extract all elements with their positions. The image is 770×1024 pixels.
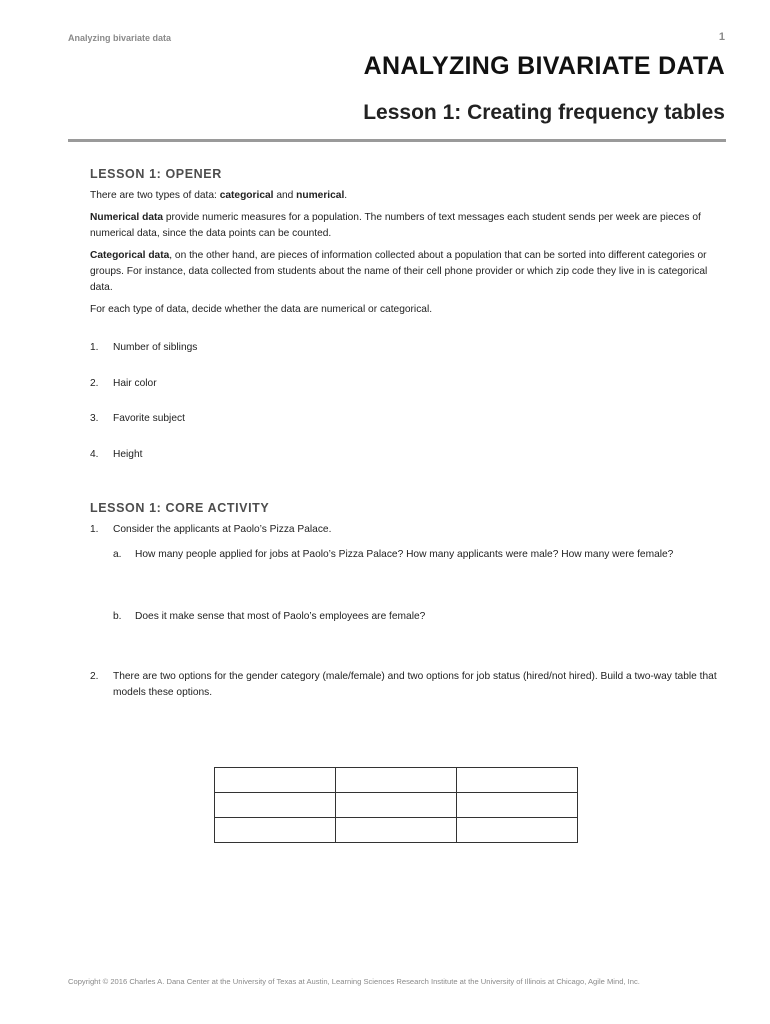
categorical-term: Categorical data bbox=[90, 250, 170, 261]
table-cell[interactable] bbox=[215, 793, 336, 818]
item-number: 1. bbox=[90, 342, 99, 353]
question-1 bbox=[90, 522, 720, 538]
item-text: Number of siblings bbox=[113, 342, 198, 353]
numerical-term: Numerical data bbox=[90, 212, 164, 223]
question-number: 1. bbox=[90, 524, 99, 535]
intro-and: and bbox=[273, 190, 297, 201]
intro-prefix: There are two types of data: bbox=[90, 190, 220, 201]
subquestion-text: Does it make sense that most of Paolo’s employees are female? bbox=[135, 611, 426, 622]
table-cell[interactable] bbox=[336, 818, 457, 843]
item-text: Hair color bbox=[113, 377, 157, 389]
table-cell[interactable] bbox=[336, 793, 457, 818]
subquestion-text: How many people applied for jobs at Paolo’s Pizza Palace? How many applicants were male? How many were female? bbox=[135, 549, 674, 560]
two-way-table bbox=[214, 767, 578, 843]
item-number: 2. bbox=[90, 377, 99, 389]
item-text: Favorite subject bbox=[113, 413, 185, 424]
intro-suffix: . bbox=[344, 190, 348, 201]
opener-instruction: For each type of data, decide whether the data are numerical or categorical. bbox=[90, 304, 433, 315]
list-item bbox=[90, 411, 720, 447]
categorical-text: , on the other hand, are pieces of information collected about a population that can be sorted into different categories or groups. For instance, data collected from students about the name of their cell phone provider or which zip code they live in is categorical data. bbox=[90, 250, 708, 293]
running-header: Analyzing bivariate data bbox=[68, 33, 172, 43]
core-activity-section bbox=[90, 500, 720, 701]
table-cell[interactable] bbox=[215, 768, 336, 793]
numerical-definition bbox=[90, 210, 720, 242]
item-number: 3. bbox=[90, 413, 99, 424]
table-row bbox=[215, 793, 578, 818]
question-text: Consider the applicants at Paolo’s Pizza Palace. bbox=[113, 524, 332, 535]
table-row bbox=[215, 818, 578, 843]
table-cell[interactable] bbox=[457, 793, 578, 818]
list-item bbox=[90, 376, 720, 412]
term-categorical: categorical bbox=[219, 190, 274, 201]
table-cell[interactable] bbox=[215, 818, 336, 843]
question-2 bbox=[90, 669, 720, 701]
table-cell[interactable] bbox=[457, 768, 578, 793]
title-divider bbox=[68, 139, 726, 142]
core-heading: LESSON 1: CORE ACTIVITY bbox=[90, 501, 270, 515]
table-cell[interactable] bbox=[457, 818, 578, 843]
opener-heading: LESSON 1: OPENER bbox=[90, 167, 222, 181]
numerical-text: provide numeric measures for a population. The numbers of text messages each student sends per week are pieces of numerical data, since the data points can be counted. bbox=[90, 212, 701, 239]
categorical-definition bbox=[90, 248, 720, 296]
opener-intro bbox=[90, 188, 720, 204]
table-cell[interactable] bbox=[336, 768, 457, 793]
document-title: ANALYZING BIVARIATE DATA bbox=[363, 52, 725, 80]
copyright-footer: Copyright © 2016 Charles A. Dana Center at the University of Texas at Austin, Learning Sciences Research Institute at the University of Illinois at Chicago, Agile Mind, Inc. bbox=[68, 977, 640, 986]
table-row bbox=[215, 768, 578, 793]
opener-question-list bbox=[90, 340, 720, 482]
term-numerical: numerical bbox=[296, 190, 345, 201]
question-1a bbox=[113, 547, 720, 563]
subquestion-letter: b. bbox=[113, 611, 122, 622]
opener-section bbox=[90, 166, 720, 482]
question-1b bbox=[113, 609, 720, 625]
list-item bbox=[90, 340, 720, 376]
lesson-content bbox=[90, 166, 720, 701]
item-text: Height bbox=[113, 448, 143, 460]
list-item bbox=[90, 447, 720, 483]
item-number: 4. bbox=[90, 448, 99, 460]
subquestion-letter: a. bbox=[113, 549, 122, 560]
question-text: There are two options for the gender category (male/female) and two options for job status (hired/not hired). Build a two-way table that models these options. bbox=[113, 671, 717, 698]
lesson-title: Lesson 1: Creating frequency tables bbox=[363, 101, 725, 124]
question-number: 2. bbox=[90, 671, 99, 682]
page-number: 1 bbox=[718, 31, 725, 43]
